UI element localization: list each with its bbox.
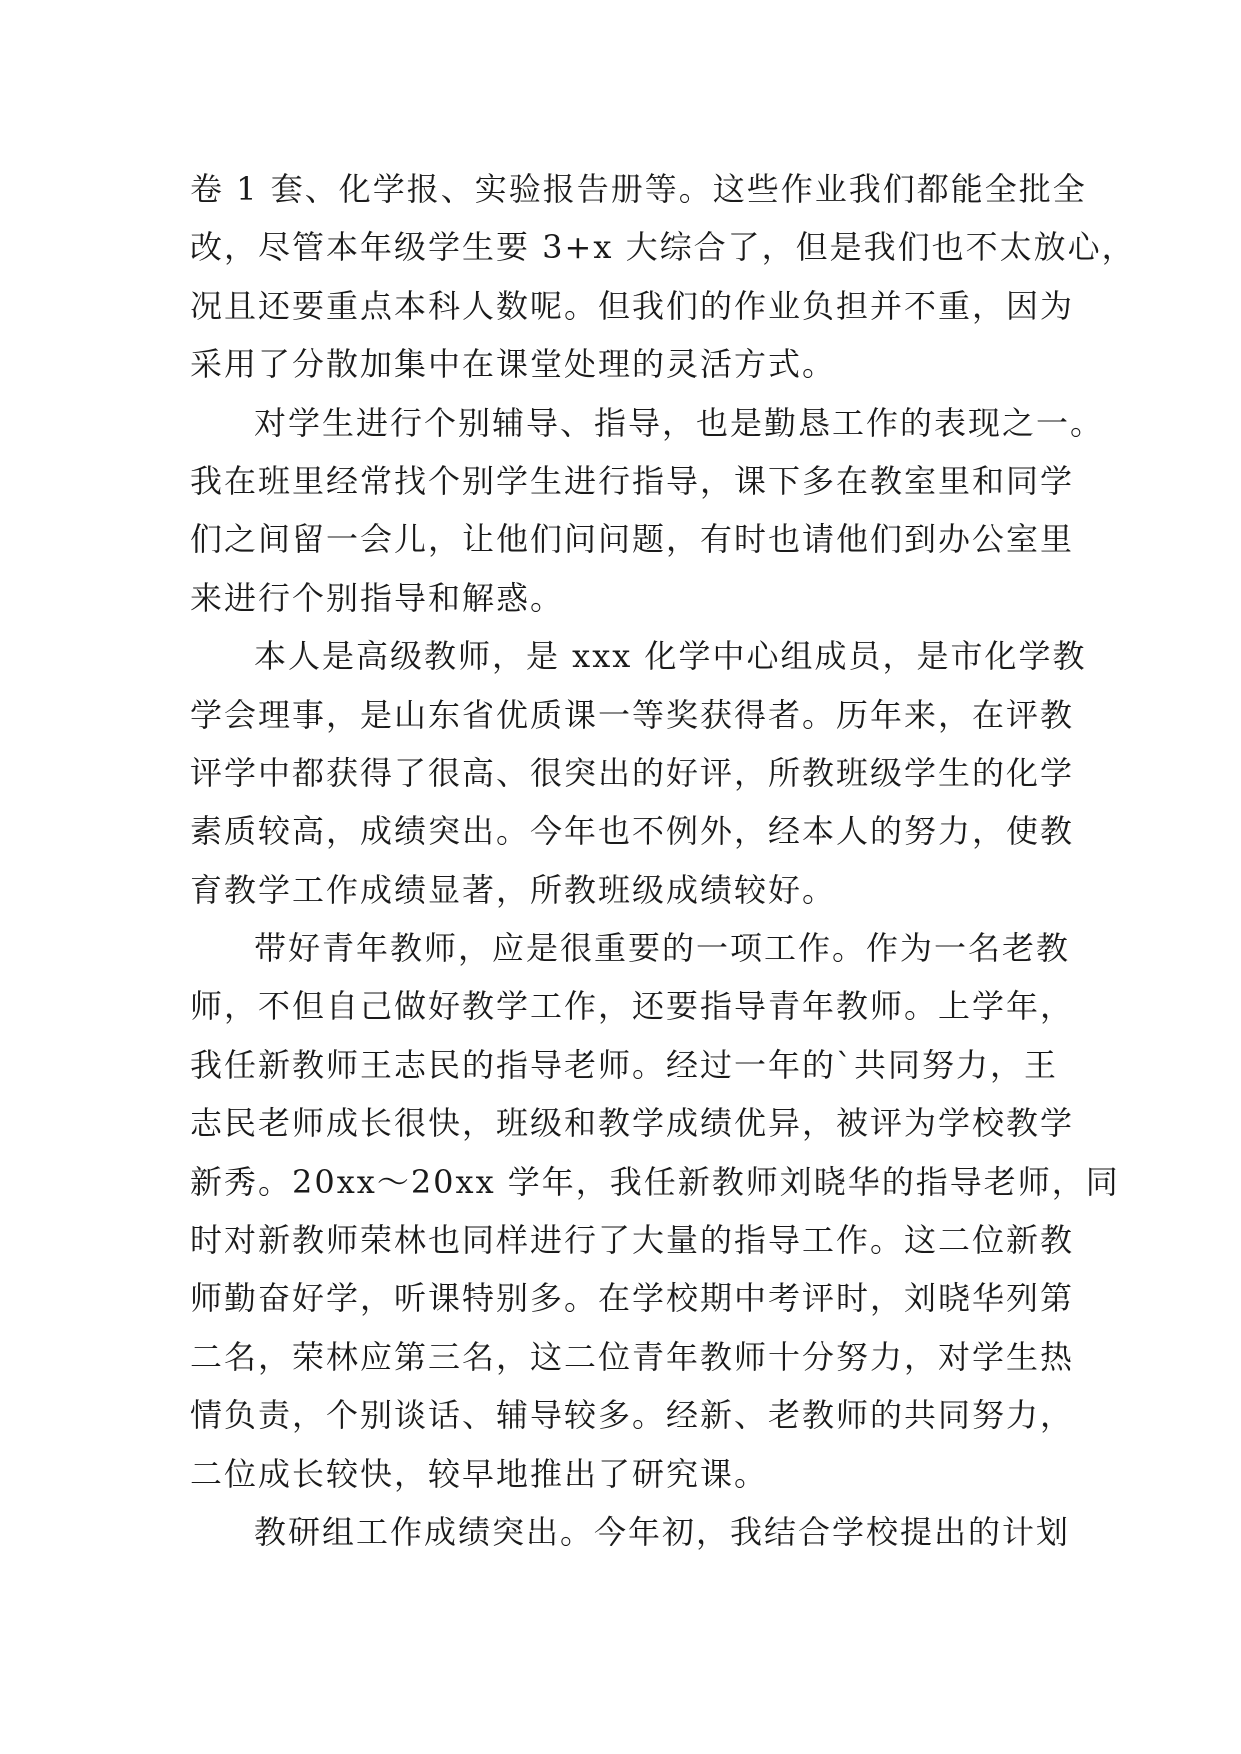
paragraph <box>190 160 1136 394</box>
paragraph <box>190 1503 1071 1561</box>
text-line: 来进行个别指导和解惑。 <box>190 578 565 617</box>
text-line: 本人是高级教师，是 xxx 化学中心组成员，是市化学教 <box>254 637 1087 676</box>
text-line: 我在班里经常找个别学生进行指导，课下多在教室里和同学 <box>190 461 1075 500</box>
paragraph <box>190 627 1087 919</box>
text-line: 时对新教师荣林也同样进行了大量的指导工作。这二位新教 <box>190 1221 1075 1260</box>
text-line: 素质较高，成绩突出。今年也不例外，经本人的努力，使教 <box>190 812 1075 851</box>
document-body <box>190 160 1136 1561</box>
text-line: 志民老师成长很快，班级和教学成绩优异，被评为学校教学 <box>190 1104 1075 1143</box>
text-line: 二位成长较快，较早地推出了研究课。 <box>190 1454 769 1493</box>
paragraph <box>190 919 1120 1503</box>
text-line: 情负责，个别谈话、辅导较多。经新、老教师的共同努力， <box>190 1396 1075 1435</box>
text-line: 育教学工作成绩显著，所教班级成绩较好。 <box>190 870 837 909</box>
text-line: 采用了分散加集中在课堂处理的灵活方式。 <box>190 345 837 384</box>
text-line: 我任新教师王志民的指导老师。经过一年的`共同努力，王 <box>190 1045 1059 1084</box>
text-line: 学会理事，是山东省优质课一等奖获得者。历年来，在评教 <box>190 695 1075 734</box>
text-line: 教研组工作成绩突出。今年初，我结合学校提出的计划 <box>254 1512 1071 1551</box>
text-line: 们之间留一会儿，让他们问问题，有时也请他们到办公室里 <box>190 520 1075 559</box>
paragraph <box>190 394 1105 628</box>
text-line: 改，尽管本年级学生要 3+x 大综合了，但是我们也不太放心， <box>190 228 1136 267</box>
text-line: 师，不但自己做好教学工作，还要指导青年教师。上学年， <box>190 987 1075 1026</box>
text-line: 对学生进行个别辅导、指导，也是勤恳工作的表现之一。 <box>254 403 1105 442</box>
text-line: 评学中都获得了很高、很突出的好评，所教班级学生的化学 <box>190 753 1075 792</box>
text-line: 卷 1 套、化学报、实验报告册等。这些作业我们都能全批全 <box>190 170 1087 208</box>
text-line: 新秀。20xx～20xx 学年，我任新教师刘晓华的指导老师，同 <box>190 1162 1120 1201</box>
text-line: 师勤奋好学，听课特别多。在学校期中考评时，刘晓华列第 <box>190 1279 1075 1318</box>
text-line: 况且还要重点本科人数呢。但我们的作业负担并不重，因为 <box>190 286 1075 325</box>
text-line: 二名，荣林应第三名，这二位青年教师十分努力，对学生热 <box>190 1337 1075 1376</box>
text-line: 带好青年教师，应是很重要的一项工作。作为一名老教 <box>254 929 1071 968</box>
